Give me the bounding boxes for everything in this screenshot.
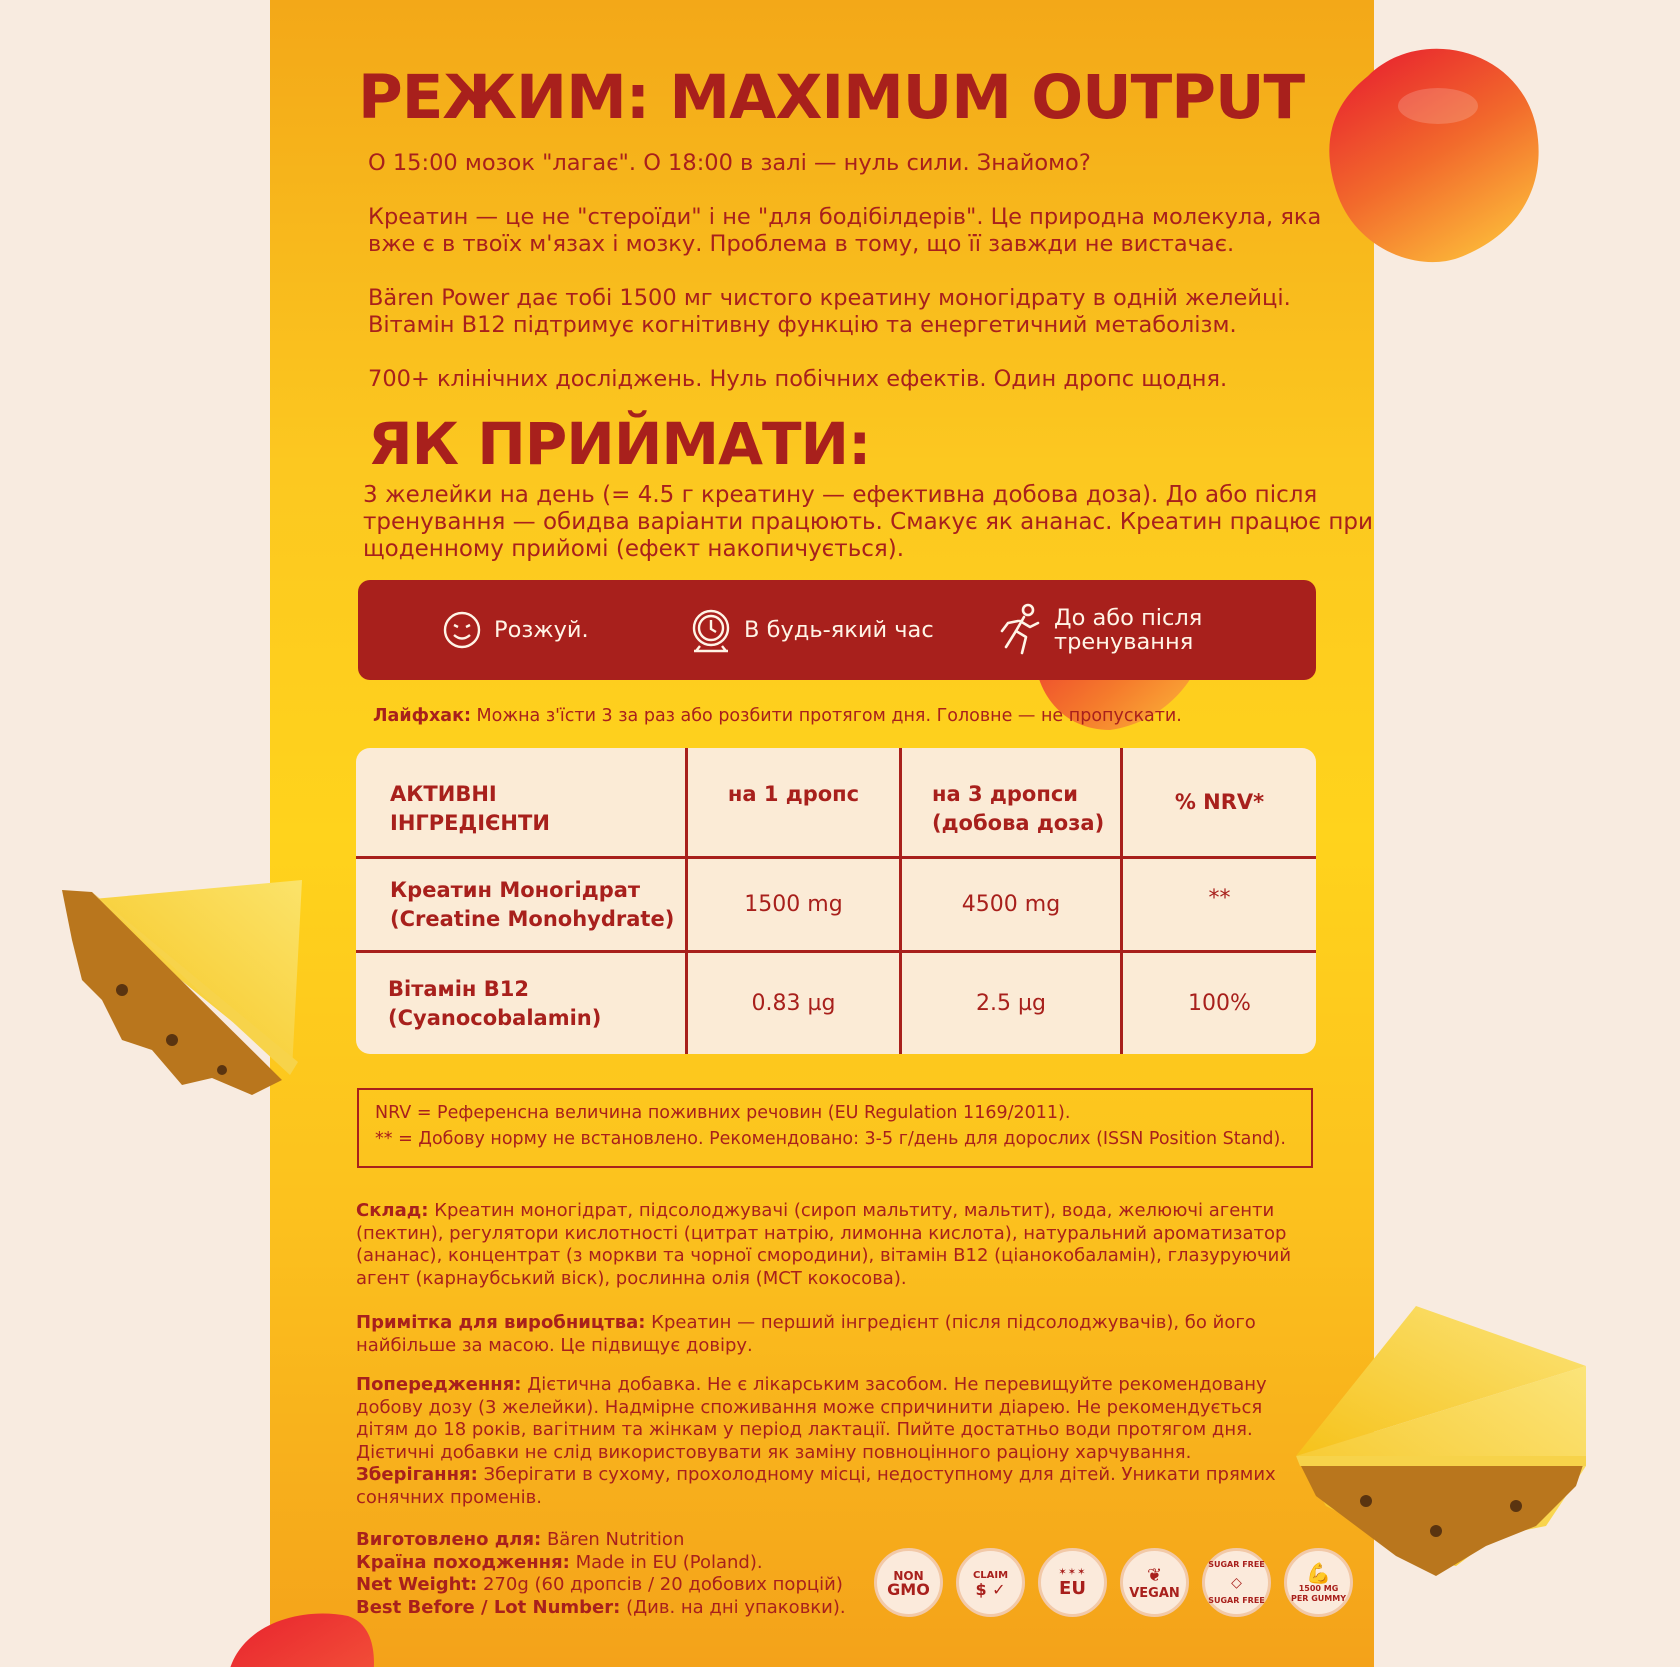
footnote-line: ** = Добову норму не встановлено. Рекомендовано: 3-5 г/день для дорослих (ISSN Position Stand). xyxy=(375,1129,1286,1149)
product-info xyxy=(356,1529,876,1619)
storage-body: Зберігати в сухому, прохолодному місці, недоступному для дітей. Уникати прямих сонячних променів. xyxy=(356,1464,1276,1508)
step-training xyxy=(998,580,1202,680)
composition-label: Склад: xyxy=(356,1200,429,1221)
step-label xyxy=(1054,606,1202,654)
composition-body: Креатин моногідрат, підсолоджувачі (сироп мальтиту, мальтит), вода, желюючі агенти (пектин), регулятори кислотності (цитрат натрію, лимонна кислота), натуральний ароматизатор (ананас), концентрат (з моркви та чорної смородини), вітамін B12 (ціанокобаламін), глазуруючий агент (карнаубський віск), рослинна олія (МСТ кокосова). xyxy=(356,1200,1292,1289)
nrv-footnote-box xyxy=(357,1088,1313,1168)
lifehack-label: Лайфхак: xyxy=(373,706,471,726)
info-value: Bären Nutrition xyxy=(541,1529,685,1550)
badge-text: PER GUMMY xyxy=(1290,1593,1347,1603)
ingredient-name: (Cyanocobalamin) xyxy=(388,1005,602,1030)
table-cell-value: 1500 mg xyxy=(744,892,843,917)
ingredient-name: Креатин Моногідрат xyxy=(390,877,641,902)
production-note-body: Креатин — перший інгредієнт (після підсолоджувачів), бо його найбільше за масою. Це підвищує довіру. xyxy=(356,1312,1256,1356)
table-header-ingredients xyxy=(390,780,680,838)
cube-glyph: ◇ xyxy=(1231,1574,1242,1591)
intro-paragraph: Креатин — це не "стероїди" і не "для бодібілдерів". Це природна молекула, яка вже є в твоїх м'язах і мозку. Проблема в тому, що її завжди не вистачає. xyxy=(368,204,1322,257)
intro-paragraph: 700+ клінічних досліджень. Нуль побічних ефектів. Один дропс щодня. xyxy=(368,366,1228,392)
arm-glyph: 💪 xyxy=(1306,1560,1331,1585)
ingredient-name: (Creatine Monohydrate) xyxy=(390,906,675,931)
header-line: ІНГРЕДІЄНТИ xyxy=(390,811,550,835)
leaf-glyph: ❦ xyxy=(1146,1564,1163,1586)
step-label-line: До або після xyxy=(1054,605,1203,631)
badge-text: SUGAR FREE xyxy=(1208,1559,1265,1569)
table-row-creatine-name xyxy=(390,859,685,950)
eu-stars-icon xyxy=(1038,1548,1107,1617)
non-gmo-icon xyxy=(874,1548,943,1617)
table-cell-value: ** xyxy=(1208,886,1231,911)
intro-paragraph: Bären Power дає тобі 1500 мг чистого креатину моногідрату в одній желейці. Вітамін B12 підтримує когнітивну функцію та енергетичний метаболізм. xyxy=(368,285,1291,338)
page-title: РЕЖИМ: MAXIMUM OUTPUT xyxy=(358,62,1305,133)
info-label: Net Weight: xyxy=(356,1574,478,1595)
info-label: Країна походження: xyxy=(356,1551,570,1573)
step-label: Розжуй. xyxy=(494,617,589,643)
stars-glyph: ✶✶✶ xyxy=(1058,1566,1087,1578)
table-header-per-1: на 1 дропс xyxy=(727,782,860,806)
info-value: (Див. на дні упаковки). xyxy=(620,1596,846,1618)
info-line xyxy=(356,1597,876,1620)
sugar-free-icon xyxy=(1202,1548,1271,1617)
footnote-line: NRV = Референсна величина поживних речовин (EU Regulation 1169/2011). xyxy=(375,1103,1071,1123)
table-cell-value: 0.83 µg xyxy=(751,991,836,1016)
pineapple-slice-image xyxy=(1286,1306,1606,1586)
badge-text: GMO xyxy=(887,1579,930,1599)
intro-paragraph: О 15:00 мозок "лагає". О 18:00 в залі — нуль сили. Знайомо? xyxy=(368,150,1091,176)
info-label: Виготовлено для: xyxy=(356,1529,542,1550)
table-cell-value: 4500 mg xyxy=(961,892,1061,917)
step-label-line: тренування xyxy=(1054,629,1194,655)
usage-steps-bar xyxy=(358,580,1316,680)
vegan-leaf-icon xyxy=(1120,1548,1189,1617)
alarm-clock-icon xyxy=(690,607,732,653)
step-anytime xyxy=(690,580,934,680)
badge-text: $ ✓ xyxy=(975,1579,1006,1599)
badge-text: 1500 MG xyxy=(1298,1583,1339,1593)
info-line xyxy=(356,1552,876,1575)
badge-text: SUGAR FREE xyxy=(1208,1595,1265,1605)
info-line xyxy=(356,1574,876,1597)
badge-text: NON xyxy=(893,1568,924,1583)
storage-label: Зберігання: xyxy=(356,1464,478,1485)
table-header-nrv: % NRV* xyxy=(1174,789,1265,814)
step-label: В будь-який час xyxy=(744,617,934,643)
header-line: на 3 дропси xyxy=(932,782,1079,806)
chewing-face-icon xyxy=(442,610,482,650)
mango-gummy-image xyxy=(1308,36,1548,276)
production-note xyxy=(356,1312,1316,1357)
lifehack-text: Можна з'їсти 3 за раз або розбити протягом дня. Головне — не пропускати. xyxy=(470,706,1182,726)
certification-badges xyxy=(874,1548,1353,1617)
production-note-label: Примітка для виробництва: xyxy=(356,1312,646,1333)
lifehack-note xyxy=(373,706,1333,726)
table-row-b12-name xyxy=(388,953,683,1054)
claim-clipboard-icon xyxy=(956,1548,1025,1617)
ingredients-table xyxy=(356,748,1316,1054)
header-line: (добова доза) xyxy=(932,811,1105,835)
warning-body: Дієтична добавка. Не є лікарським засобом. Не перевищуйте рекомендовану добову дозу (3 желейки). Надмірне споживання може спричинити діарею. Не рекомендується дітям до 18 років, вагітним та жінкам у період лактації. Пийте достатньо води протягом дня. Дієтичні добавки не слід використовувати як заміну повноцінного раціону харчування. xyxy=(356,1374,1267,1463)
running-person-icon xyxy=(998,603,1042,657)
table-cell-value: 100% xyxy=(1188,991,1251,1016)
badge-text: CLAIM xyxy=(972,1569,1009,1581)
info-value: 270g (60 дропсів / 20 добових порцій) xyxy=(477,1574,843,1595)
table-cell-value: 2.5 µg xyxy=(976,991,1046,1016)
badge-text: VEGAN xyxy=(1129,1585,1180,1601)
badge-text: EU xyxy=(1059,1577,1086,1599)
step-chew xyxy=(442,580,589,680)
warning-text xyxy=(356,1374,1316,1509)
howto-text: 3 желейки на день (= 4.5 г креатину — ефективна добова доза). До або після тренування — обидва варіанти працюють. Смакує як ананас. Креатин працює при щоденному прийомі (ефект накопичується). xyxy=(363,482,1373,562)
info-value: Made in EU (Poland). xyxy=(569,1551,763,1573)
info-label: Best Before / Lot Number: xyxy=(356,1596,621,1618)
mango-gummy-image xyxy=(218,1606,378,1667)
pineapple-slice-image xyxy=(62,880,312,1100)
table-header-per-3 xyxy=(902,780,1120,838)
intro-text xyxy=(368,150,1328,420)
howto-title: ЯК ПРИЙМАТИ: xyxy=(368,410,871,478)
header-line: АКТИВНІ xyxy=(390,782,497,806)
info-line xyxy=(356,1529,876,1552)
flexed-arm-icon xyxy=(1284,1548,1353,1617)
ingredient-name: Вітамін B12 xyxy=(388,976,529,1001)
composition-text xyxy=(356,1200,1316,1290)
warning-label: Попередження: xyxy=(356,1374,522,1395)
